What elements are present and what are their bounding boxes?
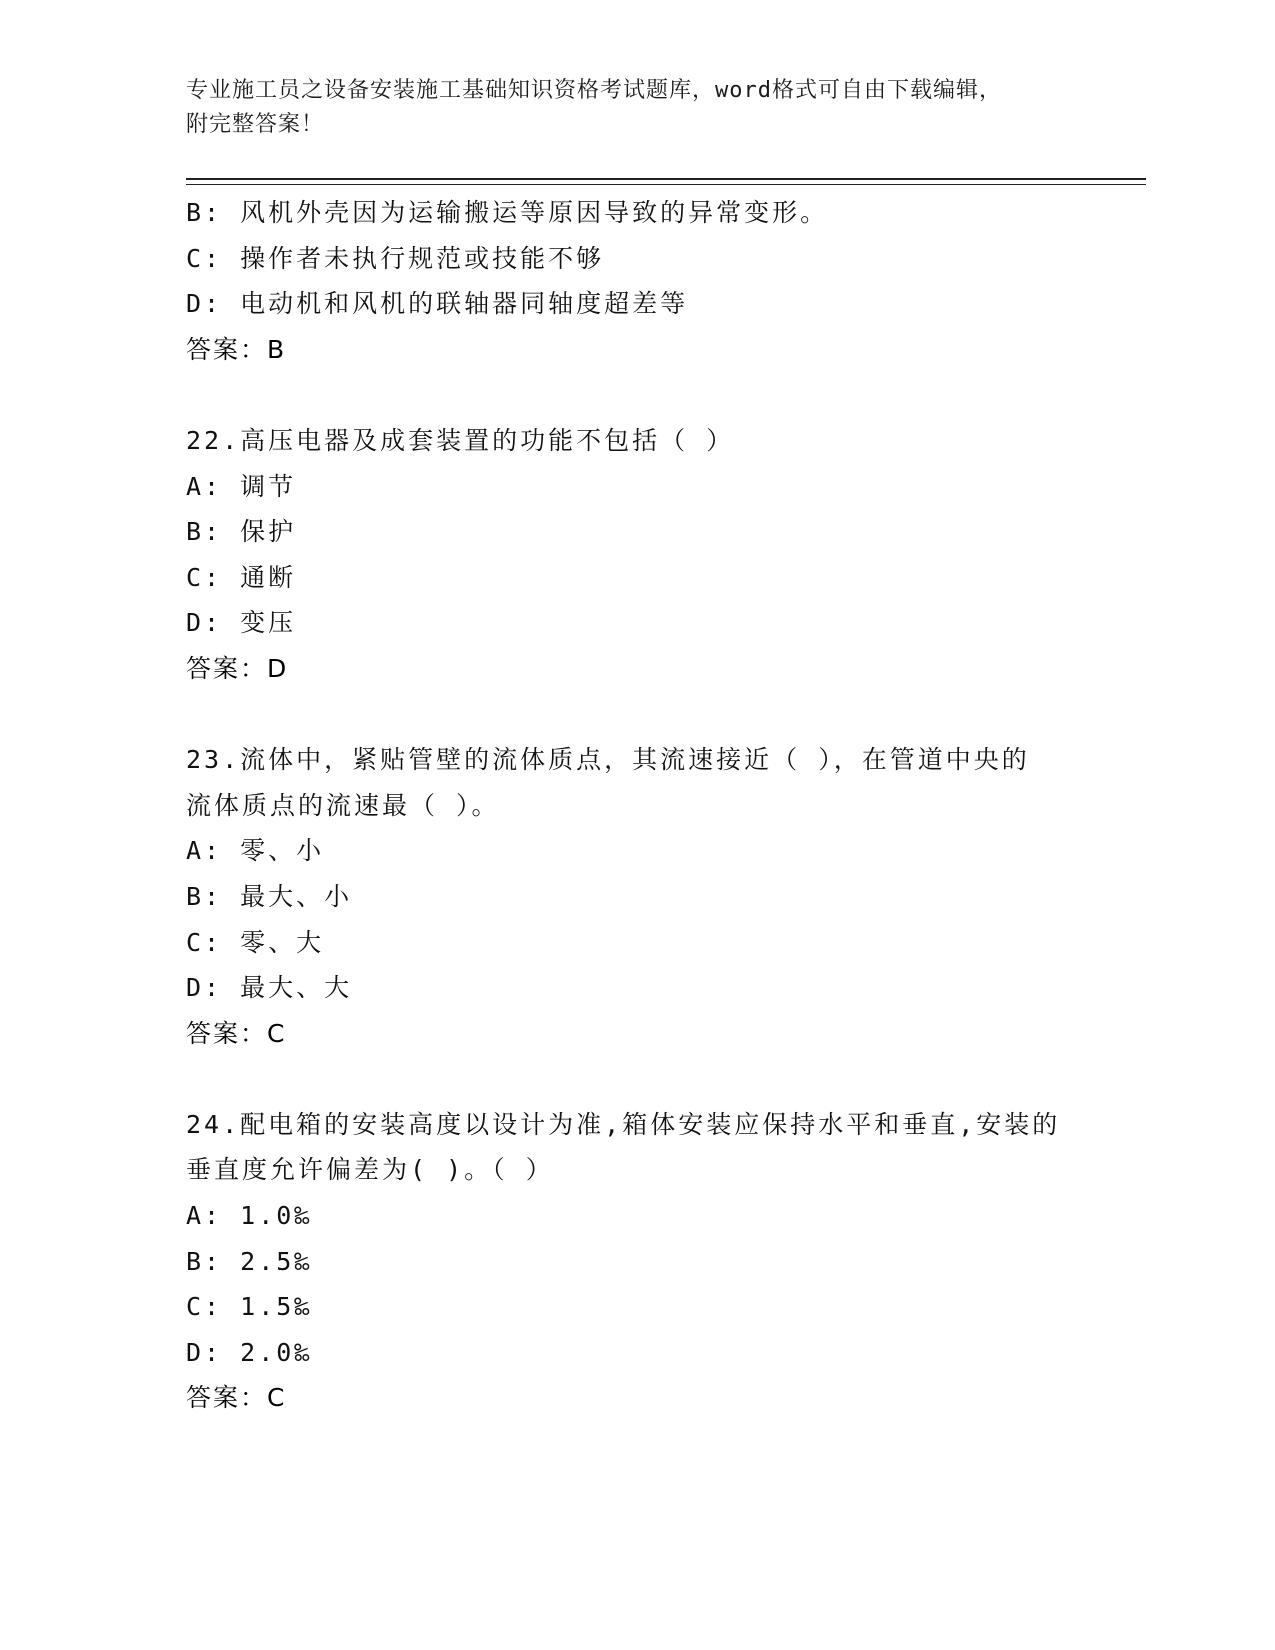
- option-b: B: 最大、小: [186, 881, 353, 911]
- option-b: B: 保护: [186, 517, 297, 547]
- header-line-2: 附完整答案！: [186, 112, 325, 137]
- option-c: C: 零、大: [186, 927, 325, 957]
- question-list: [186, 190, 1146, 1421]
- answer: 答案：D: [186, 653, 289, 683]
- answer: 答案：C: [186, 1018, 287, 1048]
- option-a: A: 零、小: [186, 836, 325, 866]
- option-d: D: 2.0‰: [186, 1337, 313, 1367]
- option-d: D: 最大、大: [186, 973, 353, 1003]
- option-c: C: 操作者未执行规范或技能不够: [186, 243, 605, 273]
- question-24: [186, 1102, 1146, 1421]
- option-c: C: 1.5‰: [186, 1292, 313, 1322]
- option-d: D: 变压: [186, 608, 297, 638]
- option-d: D: 电动机和风机的联轴器同轴度超差等: [186, 289, 689, 319]
- answer: 答案：B: [186, 334, 287, 364]
- document-header: [186, 74, 1066, 142]
- option-a: A: 1.0‰: [186, 1201, 313, 1231]
- question-stem: 23.流体中，紧贴管壁的流体质点，其流速接近（ ），在管道中央的: [186, 745, 1030, 775]
- question-21-continued: [186, 190, 1146, 372]
- question-22: [186, 418, 1146, 692]
- header-divider-thin: [186, 184, 1146, 185]
- header-divider: [186, 178, 1146, 180]
- option-b: B: 2.5‰: [186, 1246, 313, 1276]
- question-stem: 24.配电箱的安装高度以设计为准,箱体安装应保持水平和垂直,安装的: [186, 1109, 1061, 1139]
- option-b: B: 风机外壳因为运输搬运等原因导致的异常变形。: [186, 198, 829, 227]
- header-line-1: 专业施工员之设备安装施工基础知识资格考试题库，word格式可自由下载编辑，: [186, 78, 1002, 103]
- question-23: [186, 737, 1146, 1056]
- question-stem: 22.高压电器及成套装置的功能不包括（ ）: [186, 425, 735, 455]
- question-stem-cont: 垂直度允许偏差为( )。（ ）: [186, 1155, 554, 1185]
- option-a: A: 调节: [186, 471, 297, 501]
- answer: 答案：C: [186, 1383, 287, 1413]
- question-stem-cont: 流体质点的流速最（ ）。: [186, 790, 500, 820]
- option-c: C: 通断: [186, 562, 297, 592]
